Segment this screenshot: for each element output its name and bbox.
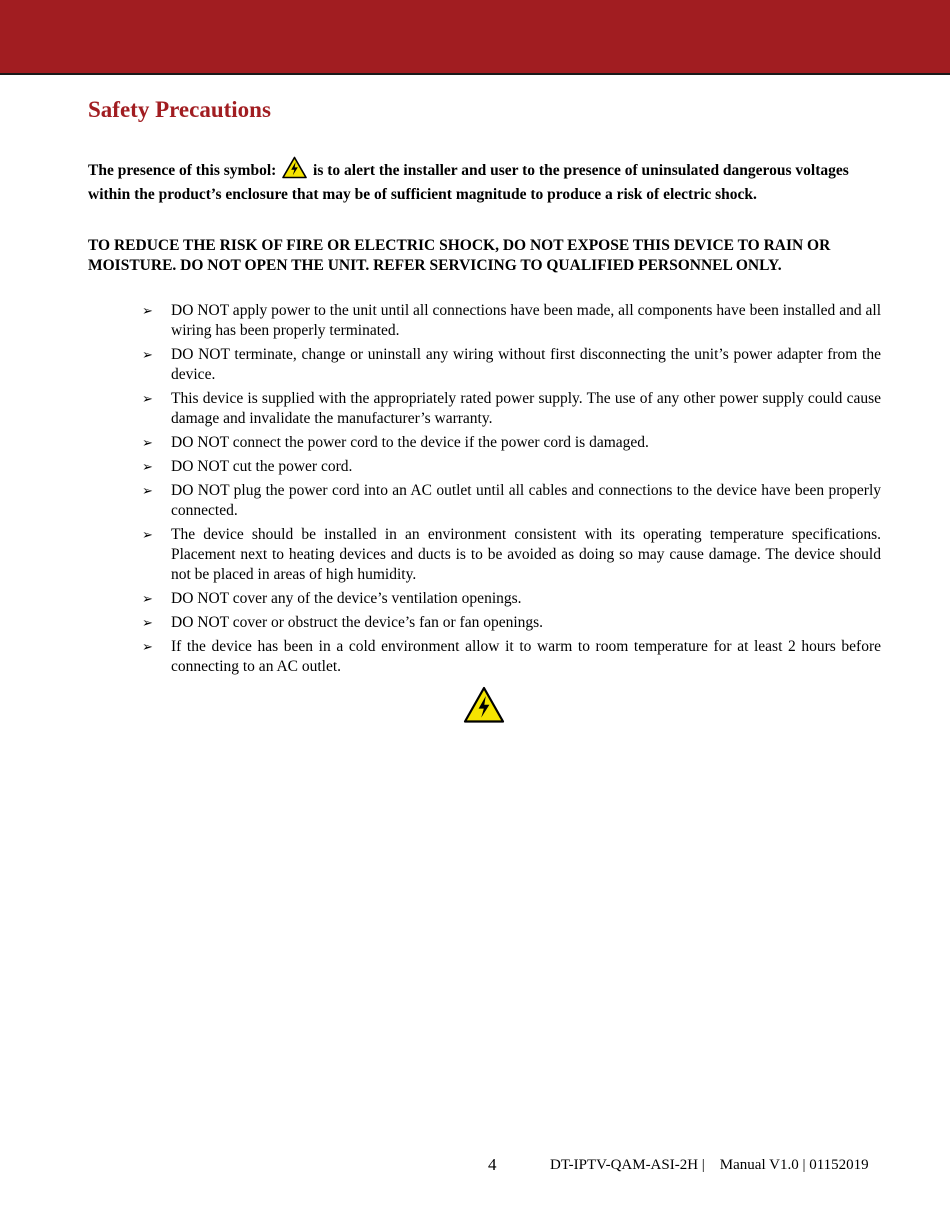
list-item-text: DO NOT terminate, change or uninstall any wiring without first disconnecting the unit’s power adapter from the device. [171, 346, 881, 383]
list-item-text: DO NOT cut the power cord. [171, 458, 353, 475]
symbol-explanation-lead: The presence of this symbol: [88, 162, 277, 179]
list-item [142, 637, 881, 677]
list-item [142, 613, 881, 633]
bullet-arrow-icon: ➢ [142, 615, 153, 630]
list-item-text: DO NOT apply power to the unit until all connections have been made, all components have been installed and all wiring has been properly terminated. [171, 302, 881, 339]
electric-shock-warning-icon [282, 156, 307, 185]
list-item [142, 525, 881, 585]
precautions-list [142, 301, 881, 681]
list-item [142, 345, 881, 385]
symbol-explanation [88, 156, 884, 205]
list-item-text: DO NOT plug the power cord into an AC outlet until all cables and connections to the device have been properly connected. [171, 482, 881, 519]
list-item [142, 433, 881, 453]
risk-warning: TO REDUCE THE RISK OF FIRE OR ELECTRIC SHOCK, DO NOT EXPOSE THIS DEVICE TO RAIN OR MOISTURE. DO NOT OPEN THE UNIT. REFER SERVICING TO QUALIFIED PERSONNEL ONLY. [88, 237, 831, 274]
document-identifier: DT-IPTV-QAM-ASI-2H | Manual V1.0 | 01152019 [550, 1157, 869, 1173]
list-item [142, 589, 881, 609]
page-number: 4 [488, 1155, 497, 1174]
page-title: Safety Precautions [88, 97, 271, 122]
list-item [142, 389, 881, 429]
list-item [142, 481, 881, 521]
bullet-arrow-icon: ➢ [142, 435, 153, 450]
list-item-text: The device should be installed in an environment consistent with its operating temperature specifications. Placement next to heating devices and ducts is to be avoided as doing so may cause damage. The device should not be placed in areas of high humidity. [171, 526, 881, 583]
bullet-arrow-icon: ➢ [142, 391, 153, 406]
list-item-text: DO NOT cover or obstruct the device’s fan or fan openings. [171, 614, 544, 631]
bullet-arrow-icon: ➢ [142, 459, 153, 474]
list-item-text: DO NOT cover any of the device’s ventilation openings. [171, 590, 522, 607]
list-item-text: DO NOT connect the power cord to the device if the power cord is damaged. [171, 434, 649, 451]
header-band [0, 0, 950, 75]
symbol-explanation-text: is to alert the installer and user to the presence of uninsulated dangerous voltages within the product’s enclosure that may be of sufficient magnitude to produce a risk of electric shock. [88, 162, 849, 203]
bullet-arrow-icon: ➢ [142, 639, 153, 654]
list-item [142, 457, 881, 477]
bullet-arrow-icon: ➢ [142, 483, 153, 498]
bullet-arrow-icon: ➢ [142, 527, 153, 542]
bullet-arrow-icon: ➢ [142, 303, 153, 318]
list-item-text: This device is supplied with the appropriately rated power supply. The use of any other power supply could cause damage and invalidate the manufacturer’s warranty. [171, 390, 881, 427]
list-item [142, 301, 881, 341]
electric-shock-warning-icon [463, 686, 505, 729]
bullet-arrow-icon: ➢ [142, 591, 153, 606]
bullet-arrow-icon: ➢ [142, 347, 153, 362]
list-item-text: If the device has been in a cold environment allow it to warm to room temperature for at least 2 hours before connecting to an AC outlet. [171, 638, 881, 675]
